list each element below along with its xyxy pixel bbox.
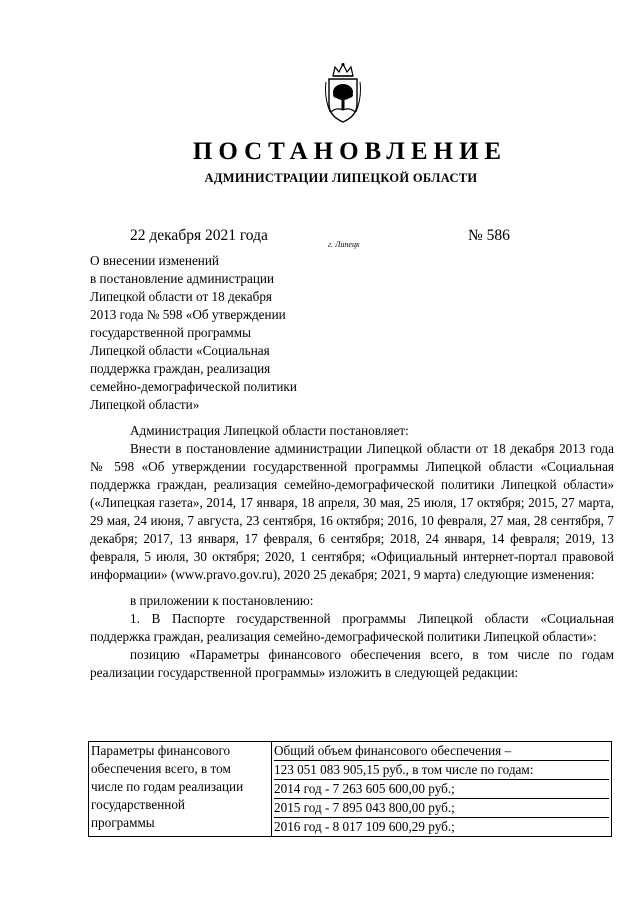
- document-body: [90, 422, 614, 682]
- title-line: в постановление администрации: [90, 271, 275, 286]
- paragraph-resolves: Администрация Липецкой области постановляет:: [130, 423, 409, 438]
- paragraph-appendix: в приложении к постановлению:: [130, 593, 314, 608]
- title-line: 2013 года № 598 «Об утверждении: [90, 307, 286, 322]
- lipetsk-coat-of-arms-icon: [324, 62, 362, 124]
- document-title: [90, 252, 340, 414]
- paragraph-item-1: 1. В Паспорте государственной программы Липецкой области «Социальная поддержка граждан, реализация семейно-демографической политики Липецкой области»:: [90, 611, 614, 644]
- cell-line: 123 051 083 905,15 руб., в том числе по годам:: [274, 761, 609, 780]
- table-row: [89, 742, 612, 837]
- issuing-authority: АДМИНИСТРАЦИИ ЛИПЕЦКОЙ ОБЛАСТИ: [204, 171, 478, 185]
- paragraph-position: позицию «Параметры финансового обеспечения всего, в том числе по годам реализации государственной программы» изложить в следующей редакции:: [90, 647, 614, 680]
- document-date: 22 декабря 2021 года: [130, 227, 268, 244]
- cell-line: программы: [91, 815, 155, 830]
- cell-line: Общий объем финансового обеспечения –: [274, 742, 609, 761]
- title-line: Липецкой области «Социальная: [90, 343, 270, 358]
- document-city: г. Липецк: [328, 240, 360, 249]
- cell-line: 2015 год - 7 895 043 800,00 руб.;: [274, 799, 609, 818]
- cell-line: государственной: [91, 797, 185, 812]
- document-number: № 586: [468, 227, 510, 244]
- cell-line: обеспечения всего, в том: [91, 761, 231, 776]
- title-line: Липецкой области»: [90, 397, 200, 412]
- cell-line: Параметры финансового: [91, 743, 231, 758]
- title-line: О внесении изменений: [90, 253, 219, 268]
- table-cell-value: [272, 742, 612, 837]
- cell-line: 2016 год - 8 017 109 600,29 руб.;: [274, 819, 455, 834]
- cell-line: числе по годам реализации: [91, 779, 244, 794]
- title-line: Липецкой области от 18 декабря: [90, 289, 272, 304]
- financing-parameters-table: [88, 741, 612, 837]
- cell-line: 2014 год - 7 263 605 600,00 руб.;: [274, 780, 609, 799]
- paragraph-amendment: Внести в постановление администрации Липецкой области от 18 декабря 2013 года № 598 «Об утверждении государственной программы Липецкой области «Социальная поддержка граждан, реализация семейно-демографической политики Липецкой области» («Липецкая газета», 2014, 17 января, 18 апреля, 30 мая, 25 июля, 17 октября; 2015, 27 марта, 29 мая, 24 июня, 7 августа, 23 сентября, 16 октября; 2016, 10 февраля, 27 мая, 28 сентября, 7 декабря; 2017, 13 января, 17 февраля, 6 сентября; 2018, 24 января, 14 февраля; 2019, 13 февраля, 5 июля, 30 октября; 2020, 1 сентября; «Официальный интернет-портал правовой информации» (www.pravo.gov.ru), 2020 25 декабря; 2021, 9 марта) следующие изменения:: [90, 441, 614, 582]
- title-line: государственной программы: [90, 325, 251, 340]
- document-type-heading: ПОСТАНОВЛЕНИЕ: [192, 138, 508, 165]
- title-line: семейно-демографической политики: [90, 379, 297, 394]
- title-line: поддержка граждан, реализация: [90, 361, 271, 376]
- table-cell-label: [89, 742, 272, 837]
